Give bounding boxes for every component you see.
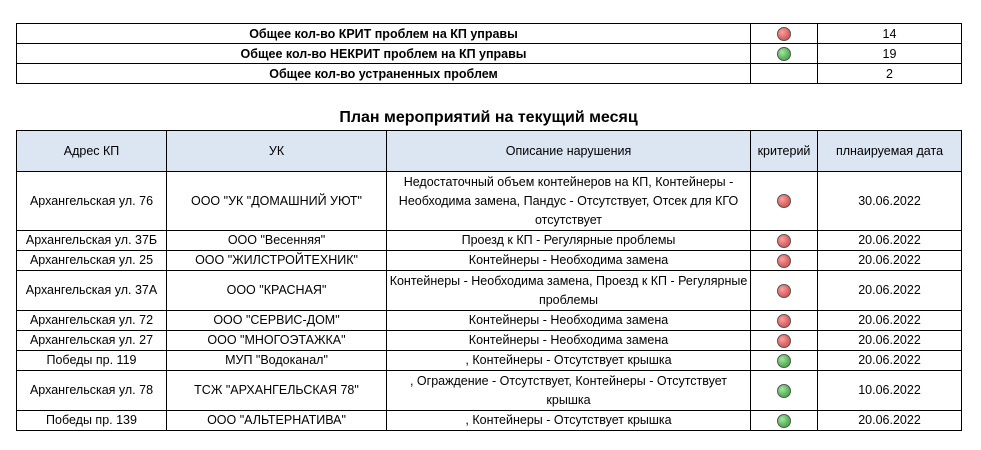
description-cell: Контейнеры - Необходима замена — [387, 331, 751, 351]
date-cell: 20.06.2022 — [818, 271, 962, 311]
summary-table — [16, 23, 962, 84]
table-row — [17, 351, 962, 371]
header-date: плнаируемая дата — [818, 131, 962, 172]
summary-indicator-cell — [751, 24, 818, 44]
criterion-cell — [751, 411, 818, 431]
criterion-cell — [751, 351, 818, 371]
criterion-cell — [751, 371, 818, 411]
summary-row — [17, 64, 962, 84]
date-cell: 20.06.2022 — [818, 231, 962, 251]
criterion-cell — [751, 251, 818, 271]
green-status-icon — [777, 47, 791, 61]
date-cell: 10.06.2022 — [818, 371, 962, 411]
description-cell: , Ограждение - Отсутствует, Контейнеры - Отсутствует крышка — [387, 371, 751, 411]
uk-cell: ООО "УК "ДОМАШНИЙ УЮТ" — [167, 172, 387, 231]
description-cell: Проезд к КП - Регулярные проблемы — [387, 231, 751, 251]
table-row — [17, 271, 962, 311]
address-cell: Архангельская ул. 37Б — [17, 231, 167, 251]
description-cell: Контейнеры - Необходима замена — [387, 311, 751, 331]
table-row — [17, 311, 962, 331]
header-description: Описание нарушения — [387, 131, 751, 172]
date-cell: 20.06.2022 — [818, 351, 962, 371]
red-status-icon — [777, 194, 791, 208]
criterion-cell — [751, 331, 818, 351]
plan-header-row — [17, 131, 962, 172]
green-status-icon — [777, 414, 791, 428]
header-uk: УК — [167, 131, 387, 172]
criterion-cell — [751, 231, 818, 251]
summary-value: 19 — [818, 44, 962, 64]
red-status-icon — [777, 314, 791, 328]
uk-cell: МУП "Водоканал" — [167, 351, 387, 371]
plan-table — [16, 130, 962, 431]
summary-indicator-cell — [751, 44, 818, 64]
uk-cell: ООО "ЖИЛСТРОЙТЕХНИК" — [167, 251, 387, 271]
uk-cell: ООО "Весенняя" — [167, 231, 387, 251]
summary-label: Общее кол-во устраненных проблем — [17, 64, 751, 84]
criterion-cell — [751, 172, 818, 231]
address-cell: Архангельская ул. 72 — [17, 311, 167, 331]
address-cell: Архангельская ул. 25 — [17, 251, 167, 271]
date-cell: 20.06.2022 — [818, 411, 962, 431]
red-status-icon — [777, 234, 791, 248]
uk-cell: ООО "АЛЬТЕРНАТИВА" — [167, 411, 387, 431]
summary-label: Общее кол-во КРИТ проблем на КП управы — [17, 24, 751, 44]
summary-indicator-cell — [751, 64, 818, 84]
green-status-icon — [777, 354, 791, 368]
date-cell: 30.06.2022 — [818, 172, 962, 231]
address-cell: Архангельская ул. 27 — [17, 331, 167, 351]
summary-label: Общее кол-во НЕКРИТ проблем на КП управы — [17, 44, 751, 64]
summary-value: 14 — [818, 24, 962, 44]
address-cell: Архангельская ул. 76 — [17, 172, 167, 231]
uk-cell: ООО "СЕРВИС-ДОМ" — [167, 311, 387, 331]
green-status-icon — [777, 384, 791, 398]
table-row — [17, 251, 962, 271]
address-cell: Победы пр. 119 — [17, 351, 167, 371]
address-cell: Архангельская ул. 37А — [17, 271, 167, 311]
plan-title: План мероприятий на текущий месяц — [339, 109, 638, 126]
table-row — [17, 371, 962, 411]
red-status-icon — [777, 334, 791, 348]
description-cell: Контейнеры - Необходима замена — [387, 251, 751, 271]
summary-row — [17, 24, 962, 44]
uk-cell: ООО "МНОГОЭТАЖКА" — [167, 331, 387, 351]
description-cell: , Контейнеры - Отсутствует крышка — [387, 351, 751, 371]
table-row — [17, 331, 962, 351]
date-cell: 20.06.2022 — [818, 331, 962, 351]
table-row — [17, 231, 962, 251]
date-cell: 20.06.2022 — [818, 311, 962, 331]
uk-cell: ООО "КРАСНАЯ" — [167, 271, 387, 311]
table-row — [17, 172, 962, 231]
summary-value: 2 — [818, 64, 962, 84]
red-status-icon — [777, 284, 791, 298]
header-criterion: критерий — [751, 131, 818, 172]
criterion-cell — [751, 271, 818, 311]
address-cell: Победы пр. 139 — [17, 411, 167, 431]
table-row — [17, 411, 962, 431]
description-cell: , Контейнеры - Отсутствует крышка — [387, 411, 751, 431]
red-status-icon — [777, 254, 791, 268]
header-address: Адрес КП — [17, 131, 167, 172]
summary-row — [17, 44, 962, 64]
red-status-icon — [777, 27, 791, 41]
address-cell: Архангельская ул. 78 — [17, 371, 167, 411]
date-cell: 20.06.2022 — [818, 251, 962, 271]
criterion-cell — [751, 311, 818, 331]
description-cell: Недостаточный объем контейнеров на КП, Контейнеры - Необходима замена, Пандус - Отсутствует, Отсек для КГО отсутствует — [387, 172, 751, 231]
uk-cell: ТСЖ "АРХАНГЕЛЬСКАЯ 78" — [167, 371, 387, 411]
description-cell: Контейнеры - Необходима замена, Проезд к КП - Регулярные проблемы — [387, 271, 751, 311]
